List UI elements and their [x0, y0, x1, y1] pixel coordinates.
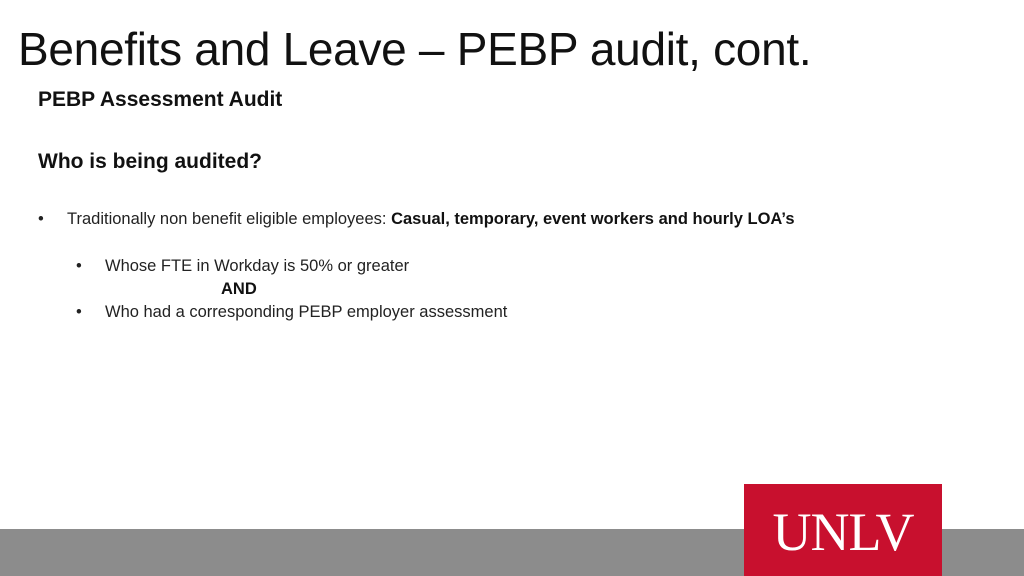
and-connector: AND	[221, 280, 257, 298]
audit-question: Who is being audited?	[38, 150, 262, 173]
sub-bullet-fte	[76, 257, 409, 276]
bullet-marker: •	[76, 257, 82, 275]
slide-subtitle: PEBP Assessment Audit	[38, 88, 283, 111]
sub-bullet-text: Who had a corresponding PEBP employer assessment	[105, 303, 508, 321]
unlv-logo	[744, 484, 942, 576]
bullet-text-prefix: Traditionally non benefit eligible employees:	[67, 210, 392, 228]
bullet-employees	[38, 210, 795, 229]
bullet-text-emphasis: Casual, temporary, event workers and hourly LOA’s	[391, 210, 795, 228]
bullet-marker: •	[76, 303, 82, 321]
slide-title: Benefits and Leave – PEBP audit, cont.	[18, 23, 812, 75]
bullet-marker: •	[38, 210, 44, 228]
logo-text: UNLV	[772, 502, 914, 562]
sub-bullet-assessment	[76, 303, 507, 322]
sub-bullet-text: Whose FTE in Workday is 50% or greater	[105, 257, 410, 275]
